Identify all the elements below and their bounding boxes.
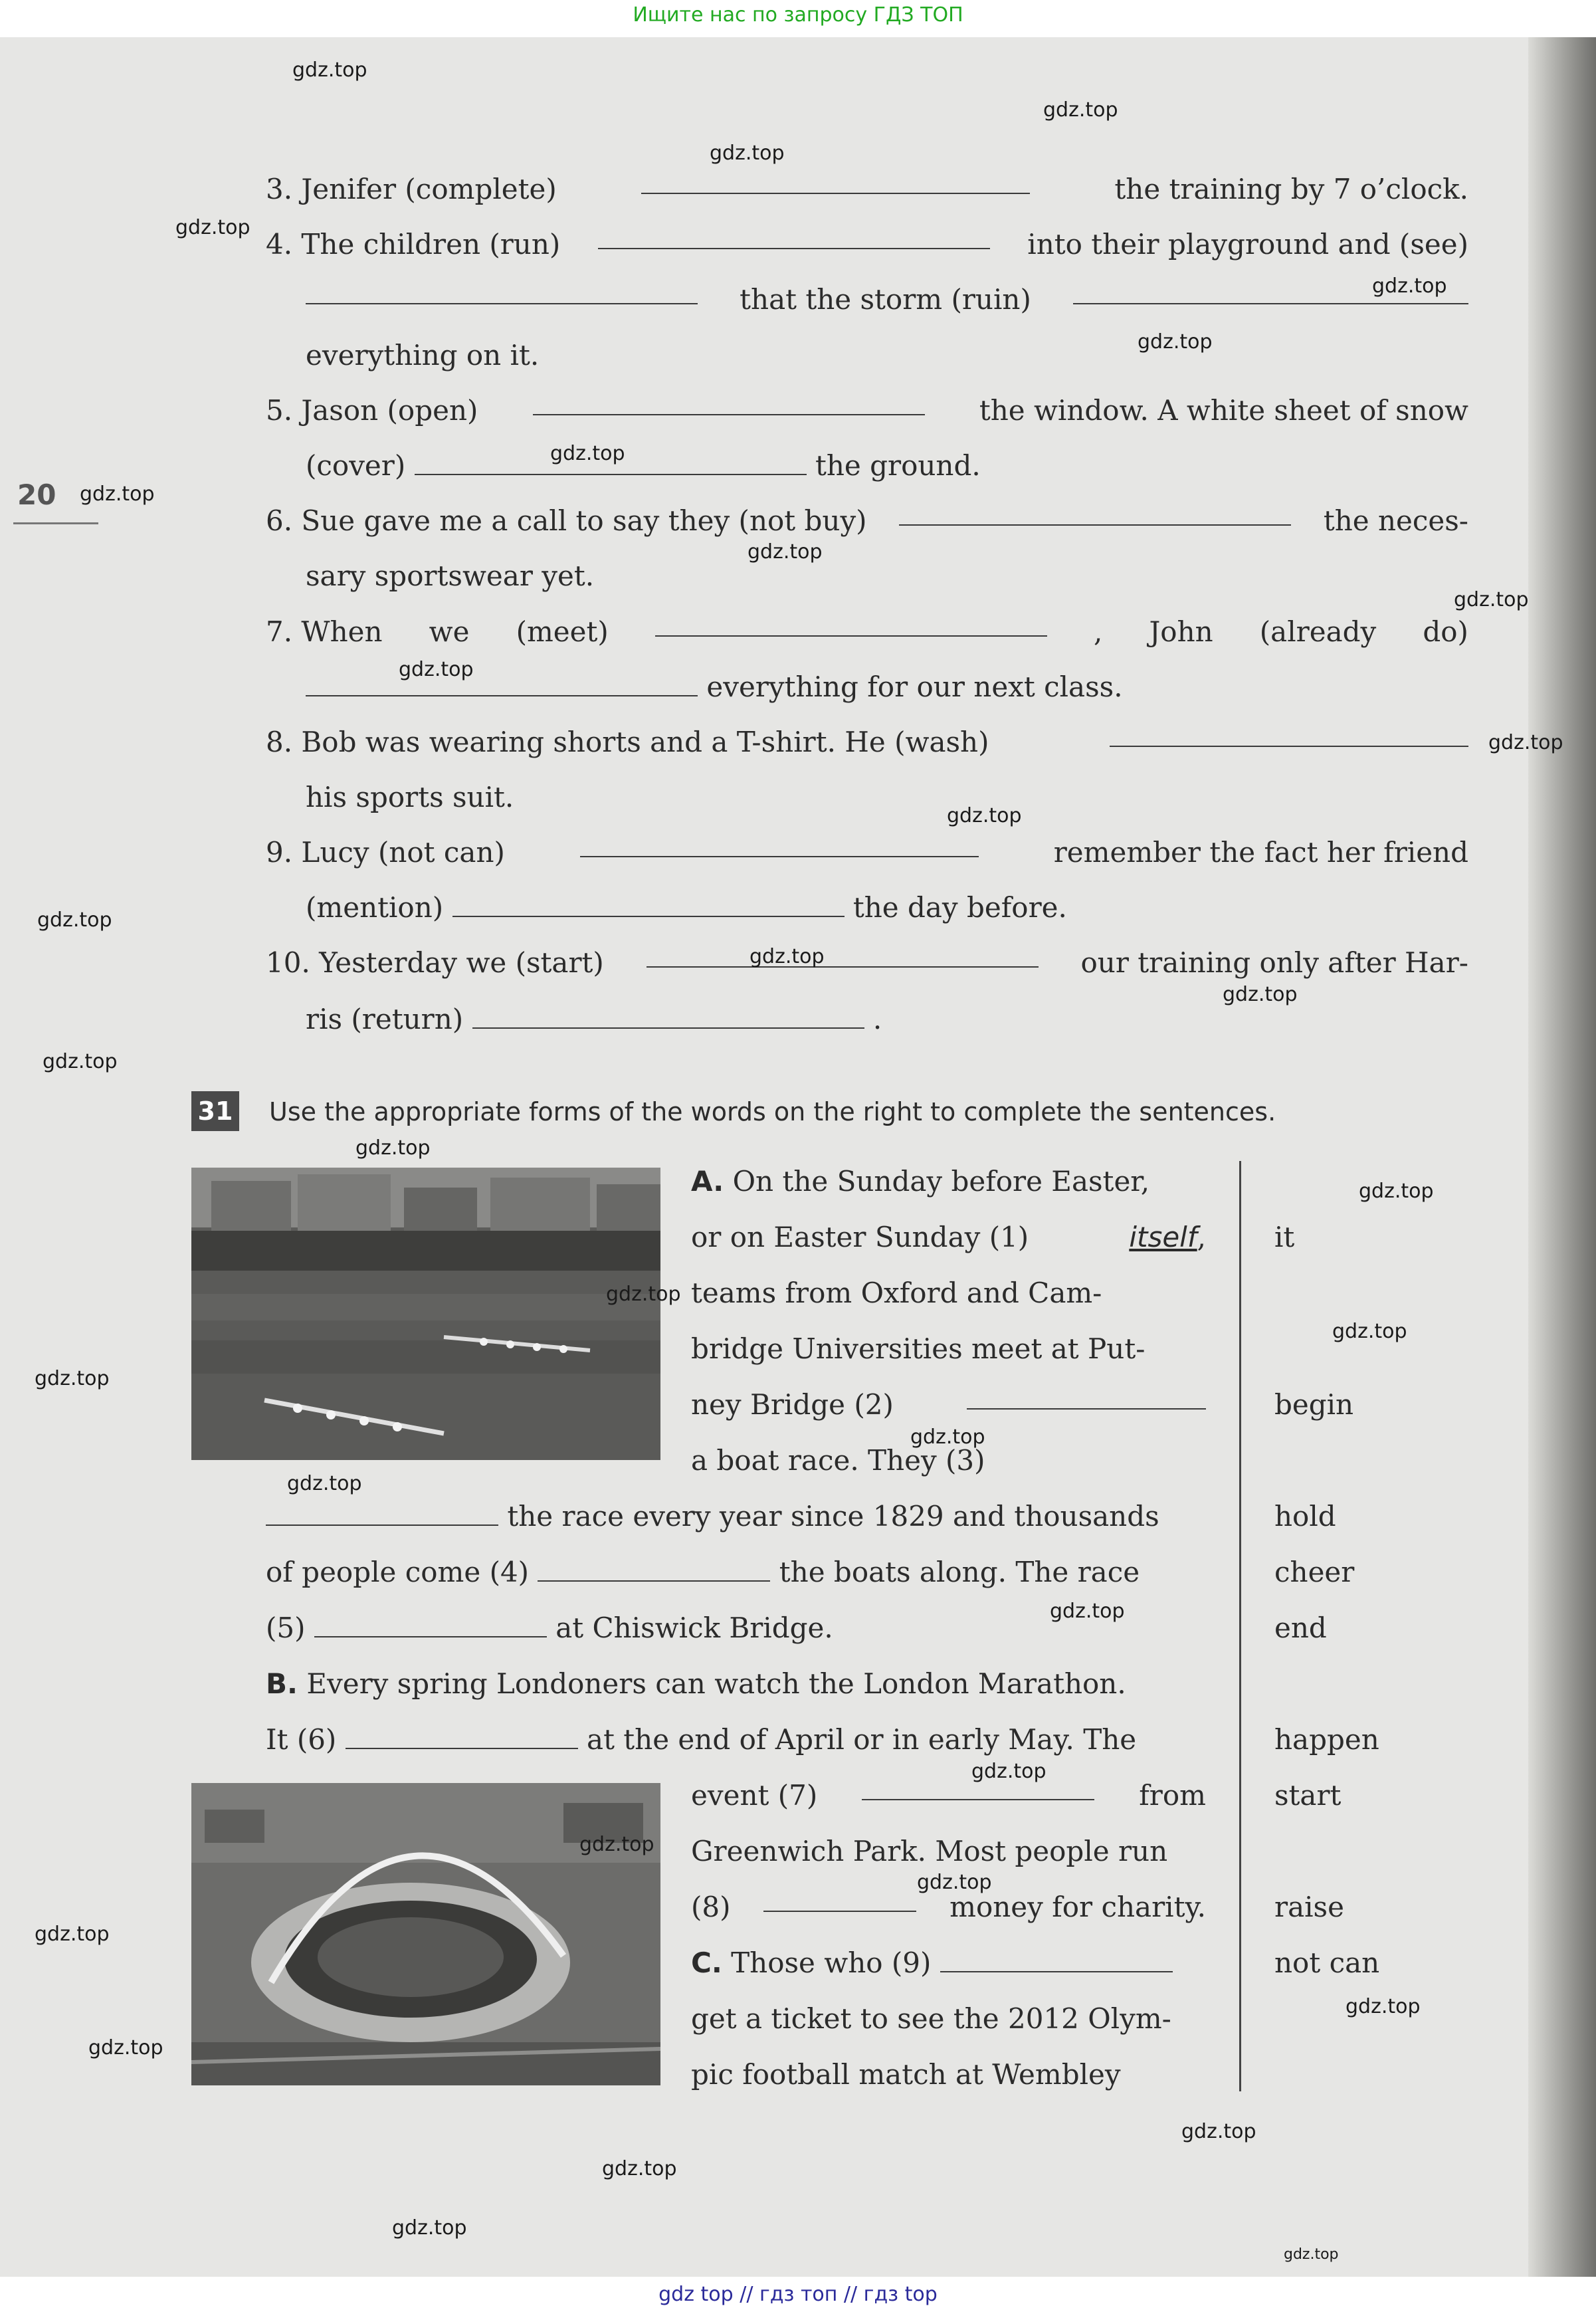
- ex31-line-b1: [266, 1667, 1126, 1701]
- item-text: remember the fact her friend: [1053, 836, 1468, 869]
- word-begin: begin: [1274, 1388, 1354, 1421]
- answer-blank[interactable]: [346, 1728, 578, 1749]
- top-banner[interactable]: Ищите нас по запросу ГДЗ ТОП: [633, 3, 963, 27]
- watermark: gdz.top: [1284, 2246, 1339, 2263]
- line-text: from: [1139, 1779, 1206, 1812]
- ex30-item-4-cont: [306, 283, 1468, 316]
- watermark: gdz.top: [35, 1923, 110, 1946]
- stadium-photo: [191, 1783, 660, 2085]
- page-number-rule: [13, 522, 98, 524]
- rowing-photo: [191, 1168, 660, 1460]
- word-raise: raise: [1274, 1891, 1344, 1923]
- line-text: at Chiswick Bridge.: [555, 1612, 833, 1644]
- answer-blank[interactable]: [641, 173, 1030, 194]
- ex30-item-5-cont: [306, 449, 981, 482]
- item-text: 3. Jenifer (complete): [266, 173, 557, 205]
- ex31-line-a6: a boat race. They (3): [691, 1444, 985, 1477]
- ex31-line-a3: teams from Oxford and Cam-: [691, 1277, 1102, 1309]
- watermark: gdz.top: [1372, 274, 1447, 298]
- ex30-item-4: [266, 228, 1468, 261]
- answer-blank[interactable]: [314, 1616, 547, 1637]
- watermark: gdz.top: [1223, 983, 1298, 1006]
- watermark: gdz.top: [355, 1136, 431, 1160]
- answer-blank[interactable]: [967, 1388, 1206, 1410]
- line-text: Those who (9): [731, 1946, 932, 1979]
- item-text: the day before.: [852, 891, 1067, 924]
- watermark: gdz.top: [88, 2036, 163, 2059]
- line-text: ,: [1197, 1221, 1206, 1253]
- line-text: On the Sunday before Easter,: [732, 1165, 1150, 1198]
- ex31-line-a9: [266, 1612, 833, 1645]
- stadium-photo-image: [191, 1783, 660, 2085]
- watermark: gdz.top: [80, 482, 155, 506]
- item-text: the window. A white sheet of snow: [979, 394, 1468, 427]
- watermark: gdz.top: [1454, 588, 1529, 611]
- watermark: gdz.top: [606, 1283, 681, 1306]
- answer-blank[interactable]: [306, 283, 698, 304]
- word-happen: happen: [1274, 1723, 1379, 1756]
- ex30-item-7: [266, 615, 1468, 649]
- watermark: gdz.top: [917, 1871, 992, 1894]
- watermark: gdz.top: [1043, 98, 1118, 122]
- answer-blank[interactable]: [266, 1505, 498, 1526]
- answer-blank[interactable]: [763, 1891, 916, 1912]
- answer-blank[interactable]: [899, 504, 1291, 526]
- watermark: gdz.top: [175, 216, 250, 239]
- item-text: ,: [1093, 615, 1103, 648]
- example-answer: itself: [1129, 1221, 1197, 1253]
- ex30-item-9-cont: [306, 891, 1067, 924]
- watermark: gdz.top: [399, 658, 474, 681]
- ex31-line-a1: [691, 1165, 1206, 1198]
- item-text: John: [1149, 615, 1213, 648]
- item-text: 5. Jason (open): [266, 394, 478, 427]
- item-text: (meet): [516, 615, 609, 648]
- ex30-item-6: [266, 504, 1468, 538]
- line-text: money for charity.: [949, 1891, 1206, 1923]
- ex31-line-b2: [266, 1723, 1136, 1756]
- ex30-item-8-cont: his sports suit.: [306, 781, 514, 813]
- section-label: A.: [691, 1165, 724, 1198]
- item-text: 10. Yesterday we (start): [266, 946, 604, 979]
- item-text: our training only after Har-: [1080, 946, 1468, 979]
- item-text: (cover): [306, 449, 406, 482]
- ex30-item-9: [266, 836, 1468, 869]
- answer-blank[interactable]: [472, 1007, 864, 1029]
- ex31-line-b4: Greenwich Park. Most people run: [691, 1835, 1168, 1867]
- ex30-item-10: [266, 946, 1468, 980]
- line-text: It (6): [266, 1723, 337, 1756]
- watermark: gdz.top: [392, 2216, 467, 2240]
- watermark: gdz.top: [910, 1425, 985, 1449]
- word-cheer: cheer: [1274, 1556, 1355, 1588]
- line-text: (5): [266, 1612, 306, 1644]
- watermark: gdz.top: [579, 1833, 654, 1856]
- ex31-line-a4: bridge Universities meet at Put-: [691, 1332, 1146, 1365]
- watermark: gdz.top: [292, 58, 367, 82]
- watermark: gdz.top: [1138, 330, 1213, 354]
- watermark: gdz.top: [971, 1760, 1047, 1783]
- watermark: gdz.top: [1050, 1600, 1125, 1623]
- ex30-item-6-cont: sary sportswear yet.: [306, 560, 595, 592]
- watermark: gdz.top: [1332, 1320, 1407, 1343]
- page-binding-shadow: [1528, 37, 1596, 2277]
- watermark: gdz.top: [1488, 731, 1563, 754]
- watermark: gdz.top: [947, 804, 1022, 827]
- bottom-banner[interactable]: gdz top // гдз топ // гдз top: [658, 2283, 938, 2306]
- ex30-item-8: [266, 726, 1468, 759]
- line-text: or on Easter Sunday (1): [691, 1221, 1029, 1253]
- watermark: gdz.top: [287, 1472, 362, 1495]
- word-it: it: [1274, 1221, 1295, 1253]
- ex31-line-a2: [691, 1221, 1206, 1254]
- watermark: gdz.top: [710, 142, 785, 165]
- line-text: (8): [691, 1891, 731, 1923]
- section-label: C.: [691, 1946, 722, 1979]
- ex31-line-c2: get a ticket to see the 2012 Olym-: [691, 2002, 1171, 2035]
- answer-blank[interactable]: [940, 1951, 1173, 1972]
- item-text: everything for our next class.: [706, 671, 1123, 703]
- line-text: the race every year since 1829 and thousands: [507, 1500, 1159, 1532]
- answer-blank[interactable]: [1110, 726, 1468, 747]
- exercise-number-badge: 31: [191, 1091, 239, 1131]
- line-text: the boats along. The race: [779, 1556, 1140, 1588]
- answer-blank[interactable]: [306, 675, 698, 696]
- watermark: gdz.top: [35, 1367, 110, 1390]
- item-text: 6. Sue gave me a call to say they (not buy): [266, 504, 867, 537]
- ex30-item-10-cont: [306, 1003, 882, 1036]
- watermark: gdz.top: [43, 1050, 118, 1073]
- line-text: event (7): [691, 1779, 818, 1812]
- ex30-item-5: [266, 394, 1468, 427]
- item-text: the neces-: [1323, 504, 1468, 537]
- word-hold: hold: [1274, 1500, 1336, 1532]
- item-text: ris (return): [306, 1003, 464, 1035]
- answer-blank[interactable]: [598, 228, 990, 249]
- item-text: into their playground and (see): [1027, 228, 1468, 261]
- ex31-line-b5: [691, 1891, 1206, 1924]
- line-text: at the end of April or in early May. The: [587, 1723, 1137, 1756]
- item-text: 7. When: [266, 615, 383, 648]
- answer-blank[interactable]: [533, 394, 925, 415]
- item-text: that the storm (ruin): [740, 283, 1031, 316]
- item-text: do): [1423, 615, 1468, 648]
- watermark: gdz.top: [1181, 2120, 1256, 2143]
- answer-blank[interactable]: [452, 896, 845, 917]
- item-text: the training by 7 o’clock.: [1114, 173, 1468, 205]
- answer-blank[interactable]: [647, 946, 1039, 968]
- answer-blank[interactable]: [655, 615, 1047, 637]
- ex30-item-3: [266, 173, 1468, 206]
- ex31-line-a5: [691, 1388, 1206, 1421]
- watermark: gdz.top: [749, 945, 825, 968]
- watermark: gdz.top: [602, 2157, 677, 2180]
- item-text: 4. The children (run): [266, 228, 561, 261]
- ex31-line-b3: [691, 1779, 1206, 1812]
- item-text: .: [872, 1003, 882, 1035]
- watermark: gdz.top: [1346, 1995, 1421, 2018]
- item-text: 9. Lucy (not can): [266, 836, 505, 869]
- item-text: we: [429, 615, 470, 648]
- ex31-line-c1: [691, 1946, 1206, 1980]
- item-text: (mention): [306, 891, 444, 924]
- item-text: (already: [1259, 615, 1377, 648]
- exercise-instruction: Use the appropriate forms of the words on the right to complete the sentences.: [269, 1097, 1276, 1126]
- words-column-divider: [1239, 1161, 1241, 2091]
- answer-blank[interactable]: [580, 836, 979, 857]
- item-text: the ground.: [815, 449, 981, 482]
- watermark: gdz.top: [37, 908, 112, 932]
- line-text: ney Bridge (2): [691, 1388, 894, 1421]
- word-start: start: [1274, 1779, 1342, 1812]
- answer-blank[interactable]: [538, 1560, 770, 1582]
- word-not-can: not can: [1274, 1946, 1380, 1979]
- rowing-photo-image: [191, 1168, 660, 1460]
- line-text: of people come (4): [266, 1556, 530, 1588]
- ex30-item-4-end: everything on it.: [306, 339, 540, 371]
- ex31-line-c3: pic football match at Wembley: [691, 2058, 1121, 2091]
- watermark: gdz.top: [1359, 1180, 1434, 1203]
- page-number: 20: [17, 478, 56, 511]
- watermark: gdz.top: [550, 442, 625, 465]
- section-label: B.: [266, 1667, 298, 1700]
- ex31-line-a8: [266, 1556, 1140, 1589]
- ex31-line-a7: [266, 1500, 1209, 1533]
- word-end: end: [1274, 1612, 1327, 1644]
- watermark: gdz.top: [748, 540, 823, 564]
- line-text: Every spring Londoners can watch the London Marathon.: [306, 1667, 1126, 1700]
- item-text: 8. Bob was wearing shorts and a T-shirt. He (wash): [266, 726, 989, 758]
